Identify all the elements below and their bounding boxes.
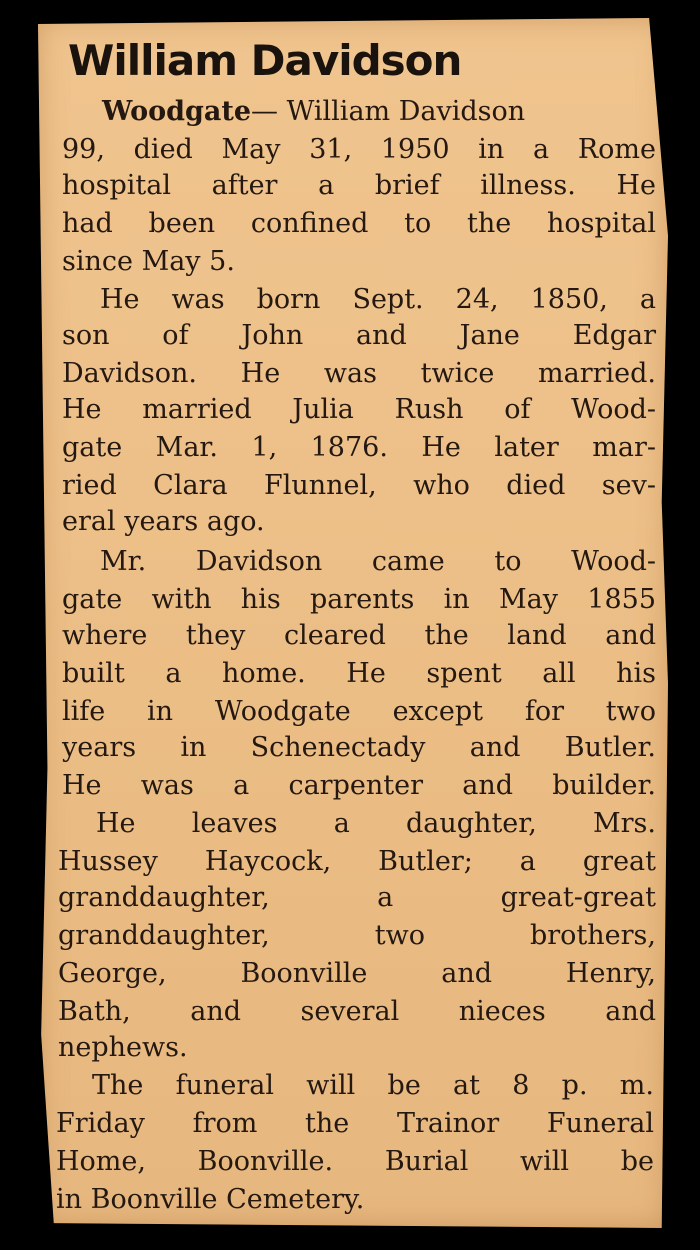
text-line-22: granddaughter, two brothers, xyxy=(58,920,656,951)
text-line-23: George, Boonville and Henry, xyxy=(58,958,656,989)
text-line-5: He was born Sept. 24, 1850, a xyxy=(100,284,656,315)
text-line-6: son of John and Jane Edgar xyxy=(62,320,656,351)
headline: William Davidson xyxy=(68,36,462,85)
text-line-13: gate with his parents in May 1855 xyxy=(62,584,656,615)
text-line-18: He was a carpenter and builder. xyxy=(62,770,656,801)
text-line-24: Bath, and several nieces and xyxy=(58,996,656,1027)
text-line-14: where they cleared the land and xyxy=(62,620,656,651)
text-line-9: gate Mar. 1, 1876. He later mar- xyxy=(62,432,656,463)
text-line-25: nephews. xyxy=(58,1032,188,1063)
text-line-8: He married Julia Rush of Wood- xyxy=(62,394,656,425)
text-line-10: ried Clara Flunnel, who died sev- xyxy=(62,470,656,501)
text-line-28: Home, Boonville. Burial will be xyxy=(56,1146,654,1177)
text-line-7: Davidson. He was twice married. xyxy=(62,358,656,389)
text-line-3: had been confined to the hospital xyxy=(62,208,656,239)
first-line xyxy=(102,94,656,130)
text-line-12: Mr. Davidson came to Wood- xyxy=(100,546,656,577)
text-line-29: in Boonville Cemetery. xyxy=(56,1184,365,1215)
text-line-2: hospital after a brief illness. He xyxy=(62,170,656,201)
text-line-19: He leaves a daughter, Mrs. xyxy=(96,808,656,839)
text-line-17: years in Schenectady and Butler. xyxy=(62,732,656,763)
text-line-4: since May 5. xyxy=(62,246,235,277)
text-line-26: The funeral will be at 8 p. m. xyxy=(92,1070,654,1101)
text-line-11: eral years ago. xyxy=(62,506,265,537)
text-line-0: — William Davidson xyxy=(251,96,526,127)
dateline: Woodgate xyxy=(102,96,252,127)
text-line-21: granddaughter, a great-great xyxy=(58,882,656,913)
text-line-16: life in Woodgate except for two xyxy=(62,696,656,727)
text-line-15: built a home. He spent all his xyxy=(62,658,656,689)
text-line-27: Friday from the Trainor Funeral xyxy=(56,1108,654,1139)
text-line-20: Hussey Haycock, Butler; a great xyxy=(58,846,656,877)
text-line-1: 99, died May 31, 1950 in a Rome xyxy=(62,134,656,165)
